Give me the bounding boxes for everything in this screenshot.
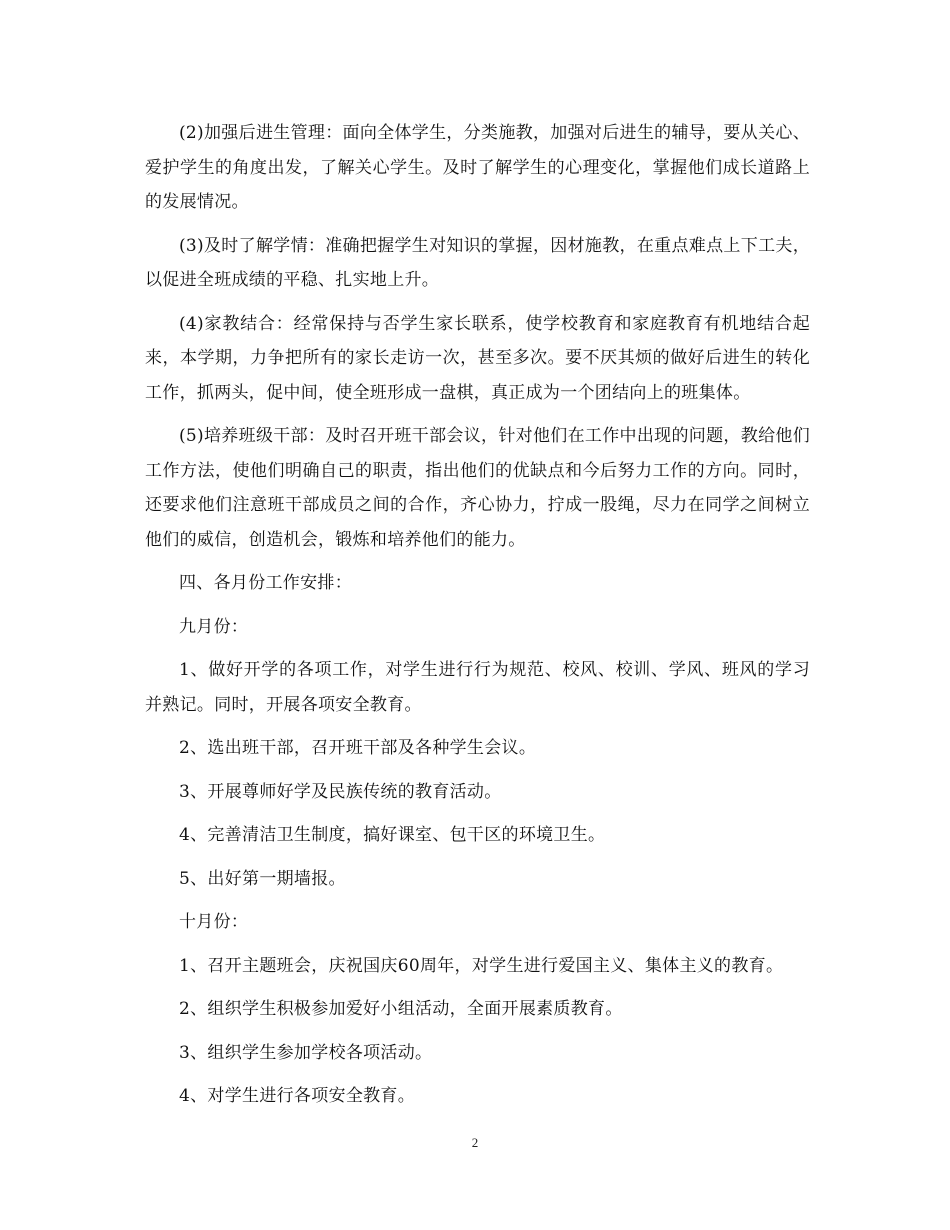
paragraph-learning-situation: (3)及时了解学情：准确把握学生对知识的掌握，因材施教，在重点难点上下工夫，以促进全班成绩的平稳、扎实地上升。 bbox=[145, 235, 810, 290]
month-heading-october: 十月份： bbox=[179, 912, 249, 932]
list-item: 3、开展尊师好学及民族传统的教育活动。 bbox=[179, 781, 502, 802]
list-item: 2、组织学生积极参加爱好小组活动，全面开展素质教育。 bbox=[179, 999, 623, 1019]
list-item: 5、出好第一期墙报。 bbox=[179, 868, 346, 889]
document-body bbox=[145, 116, 810, 1123]
list-item: 3、组织学生参加学校各项活动。 bbox=[179, 1042, 433, 1063]
list-item: 1、做好开学的各项工作，对学生进行行为规范、校风、校训、学风、班风的学习并熟记。同时，开展各项安全教育。 bbox=[145, 660, 810, 715]
month-heading-september: 九月份： bbox=[179, 616, 249, 637]
section-heading-monthly-plan: 四、各月份工作安排： bbox=[179, 573, 352, 593]
paragraph-poor-student-management: (2)加强后进生管理：面向全体学生，分类施教，加强对后进生的辅导，要从关心、爱护学生的角度出发，了解关心学生。及时了解学生的心理变化，掌握他们成长道路上的发展情况。 bbox=[145, 123, 810, 212]
paragraph-home-school-cooperation: (4)家教结合：经常保持与否学生家长联系，使学校教育和家庭教育有机地结合起来，本学期，力争把所有的家长走访一次，甚至多次。要不厌其烦的做好后进生的转化工作，抓两头，促中间，使全班形成一盘棋，真正成为一个团结向上的班集体。 bbox=[145, 313, 810, 403]
list-item: 2、选出班干部，召开班干部及各种学生会议。 bbox=[179, 738, 537, 758]
list-item: 4、完善清洁卫生制度，搞好课室、包干区的环境卫生。 bbox=[179, 825, 606, 845]
list-item: 4、对学生进行各项安全教育。 bbox=[179, 1086, 416, 1106]
page-number: 2 bbox=[471, 1135, 479, 1150]
list-item: 1、召开主题班会，庆祝国庆60周年，对学生进行爱国主义、集体主义的教育。 bbox=[179, 955, 784, 976]
paragraph-class-cadre-training: (5)培养班级干部：及时召开班干部会议，针对他们在工作中出现的问题，教给他们工作方法，使他们明确自己的职责，指出他们的优缺点和今后努力工作的方向。同时，还要求他们注意班干部成员之间的合作，齐心协力，拧成一股绳，尽力在同学之间树立他们的威信，创造机会，锻炼和培养他们的能力。 bbox=[145, 426, 810, 550]
